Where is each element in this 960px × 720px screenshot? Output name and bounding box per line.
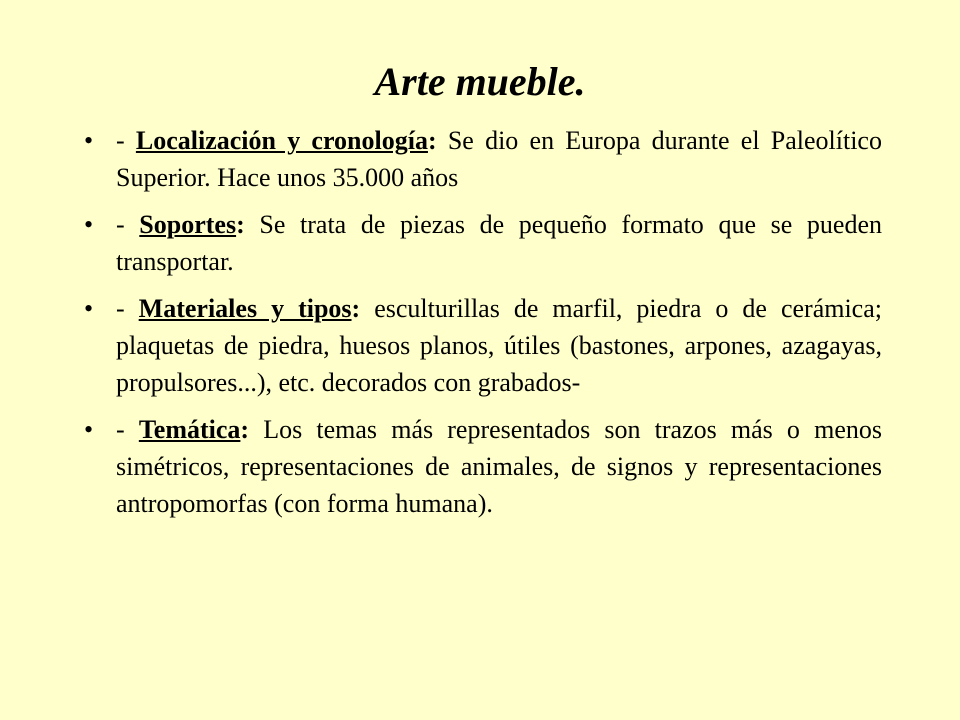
bullet-icon: • (84, 294, 94, 323)
bullet-prefix: - (116, 294, 139, 323)
bullet-colon: : (351, 294, 361, 323)
bullet-text: Se dio en Europa durante el Paleolítico Superior. Hace unos 35.000 años (116, 126, 882, 192)
bullet-heading: Soportes (139, 210, 237, 239)
bullet-item-localizacion (76, 122, 882, 196)
bullet-icon: • (84, 126, 94, 155)
bullet-prefix: - (116, 210, 140, 239)
bullet-item-materiales (76, 290, 882, 401)
bullet-heading: Materiales y tipos (138, 294, 352, 323)
bullet-text: Se trata de piezas de pequeño formato que se pueden transportar. (116, 210, 882, 276)
bullet-list (76, 122, 882, 532)
bullet-icon: • (84, 415, 94, 444)
bullet-text: Los temas más representados son trazos más o menos simétricos, representaciones de animales, de signos y representaciones antropomorfas (con forma humana). (116, 415, 882, 518)
bullet-icon: • (84, 210, 94, 239)
bullet-colon: : (240, 415, 250, 444)
bullet-prefix: - (116, 126, 136, 155)
slide-title: Arte mueble. (374, 59, 586, 104)
bullet-prefix: - (116, 415, 139, 444)
bullet-heading: Temática (138, 415, 241, 444)
bullet-item-soportes (76, 206, 882, 280)
bullet-text: esculturillas de marfil, piedra o de cerámica; plaquetas de piedra, huesos planos, útiles (bastones, arpones, azagayas, propulsores...), etc. decorados con grabados- (116, 294, 882, 397)
bullet-colon: : (236, 210, 245, 239)
bullet-item-tematica (76, 411, 882, 522)
bullet-heading: Localización y cronología (135, 126, 428, 155)
bullet-colon: : (427, 126, 437, 155)
